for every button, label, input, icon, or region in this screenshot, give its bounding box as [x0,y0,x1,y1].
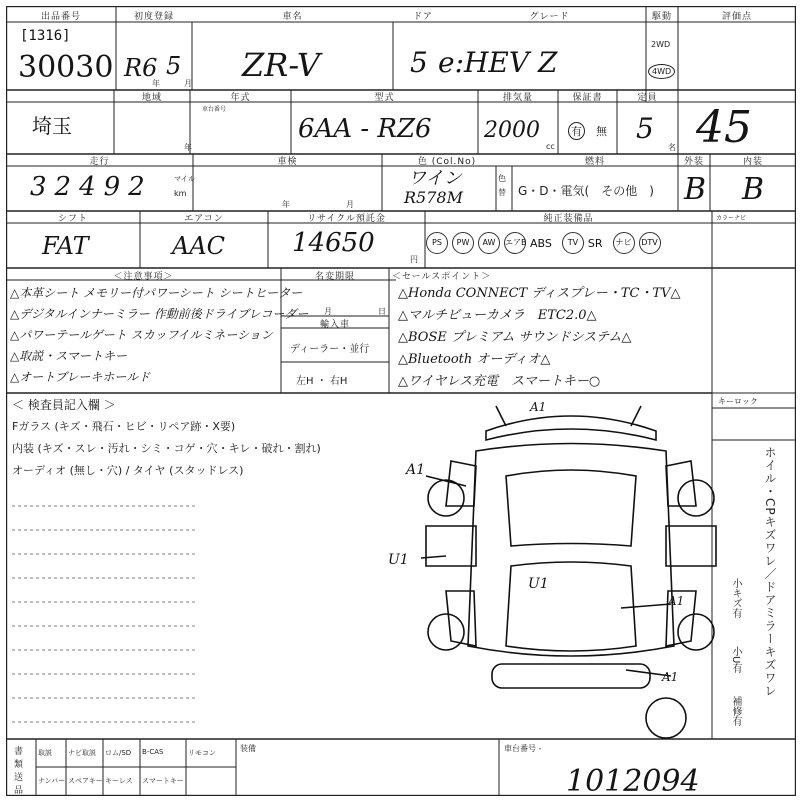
warranty-label: 保証書 [572,93,603,103]
first-reg-era: R6 [124,54,158,82]
equipment-extra: カラーナビ [716,215,747,222]
footer-cell: リモコン [188,749,216,757]
capacity-label: 定員 [637,93,658,103]
inspector-line: Fガラス (キズ・飛石・ヒビ・リペア跡・X要) [12,420,236,433]
score-value: 45 [696,102,752,153]
cc-unit: cc [546,142,555,151]
equipment-item: DTV [639,232,661,254]
title-deadline-label: 名変期限 [314,272,355,282]
footer-docs-label [14,746,28,798]
legend-small-dent: 小U有 [730,646,741,674]
car-name-label: 車名 [282,12,303,22]
equipment-list [426,232,796,254]
left-right-hand: 左H ・ 右H [296,376,348,387]
drive-label: 駆動 [651,12,672,22]
footer-cell: ナビ取説 [68,749,96,757]
sales-point-line: △BOSE プレミアム サウンドシステム△ [398,330,632,345]
mileage-value: 32492 [30,172,153,202]
model-code-label: 型式 [374,93,395,103]
key-lock-label: キーロック [718,397,758,406]
sales-point-line: △Honda CONNECT ディスプレー・TC・TV△ [398,286,681,301]
footer-eq-label: 装備 [240,744,256,753]
dealer-parallel: ディーラー・並行 [290,344,370,355]
sales-points-header: ＜セールスポイント＞ [392,272,492,282]
sales-point-line: △Bluetooth オーディオ△ [398,352,551,367]
mileage-label: 走行 [89,157,110,167]
diagram-mark-5: A1 [668,594,685,608]
equipment-item: TV [562,232,584,254]
warranty-no: 無 [596,125,607,138]
docs-text: 書類 [14,747,24,770]
km-unit: km [174,189,187,198]
vin-note-label: 車台番号 [202,106,227,113]
warranty-yes: 有 [568,122,585,140]
auction-sheet [6,6,796,799]
color-label: 色 (Col.No) [417,157,477,167]
color-name: ワイン [408,168,462,189]
inspection-year-unit: 年 [282,200,290,209]
interior-grade: B [742,172,765,207]
grade-label: グレード [529,12,570,22]
car-name: ZR-V [242,46,320,84]
equipment-item: エアB [504,232,526,254]
score-label: 評価点 [721,12,752,22]
aircon-value: AAC [172,232,226,260]
person-unit: 名 [668,143,676,152]
equipment-item: SR [587,236,603,250]
import-car-label: 輸入車 [319,320,350,330]
note-line: △パワーテールゲート スカッフイルミネーション [10,328,273,342]
lot-number: 30030 [18,50,114,85]
inspection-label: 車検 [277,157,298,167]
shift-value: FAT [42,232,89,260]
region-header: 地域 [141,93,162,103]
fuel-label: 燃料 [584,157,605,167]
sales-point-line: △ワイヤレス充電 スマートキー○ [398,374,601,389]
lot-code: [1316] [20,28,71,44]
doors-value: 5 [410,46,428,79]
diagram-mark-3: U1 [388,552,409,568]
footer-cell: 取説 [38,749,52,757]
car-diagram [421,406,716,738]
footer-cell: ナンバー [38,777,66,785]
first-reg-month: 5 [166,52,182,80]
chassis-number: 1012094 [566,764,700,799]
equipment-item: PW [452,232,474,254]
legend-small-scratch: 小キズ有 [730,578,741,618]
fuel-value: G・D・電気( その他 ) [518,184,654,198]
note-line: △本革シート メモリー付パワーシート シートヒーター [10,286,303,300]
legend-repaired: 補修有 [730,696,741,726]
footer-cell: スペアキー [68,777,103,785]
region-value: 埼玉 [32,114,72,138]
color-code: R578M [404,188,463,207]
shift-label: シフト [57,214,88,224]
inspector-header: ＜ 検査員記入欄 ＞ [12,398,116,412]
diagram-mark-1: A1 [530,400,547,414]
footer-cell: ロム/SD [105,749,132,757]
capacity-value: 5 [636,112,654,145]
doors-label: ドア [413,12,433,22]
footer-cell: スマートキー [142,777,184,785]
note-line: △デジタルインナーミラー 作動前後ドライブレコーダー [10,307,309,321]
yen-unit: 円 [410,255,418,264]
diagram-mark-4: U1 [528,576,549,592]
notes-header: ＜注意事項＞ [113,272,174,282]
equipment-item: ナビ [613,232,635,254]
equipment-item: AW [478,232,500,254]
inspection-month-unit: 月 [346,200,354,209]
sales-point-line: △マルチビューカメラ ETC2.0△ [398,308,597,323]
diagram-mark-6: A1 [662,670,679,684]
recycle-label: リサイクル預託金 [307,214,386,224]
inspector-line: オーディオ (無し・穴) / タイヤ (スタッドレス) [12,464,244,477]
docs2-text: 送品 [14,773,24,796]
year-unit: 年 [152,79,160,88]
exterior-label: 外装 [683,157,704,167]
displacement-label: 排気量 [502,93,533,103]
month-unit: 月 [184,79,192,88]
drive-2wd: 2WD [651,40,671,49]
recycle-value: 14650 [292,228,375,258]
color-change-label: 色替 [498,174,506,197]
equipment-label: 純正装備品 [543,214,594,224]
exterior-grade: B [684,172,707,207]
chassis-number-label: 車台番号 - [504,744,542,753]
interior-label: 内装 [742,157,763,167]
diagram-mark-2: A1 [406,462,426,478]
note-line: △オートブレーキホールド [10,370,151,384]
footer-cell: B-CAS [142,748,164,756]
vertical-legend: ホイル・CPキズワレ／ドアミラーキズワレ [763,446,777,698]
equipment-item: PS [426,232,448,254]
displacement-value: 2000 [484,118,540,143]
model-year-unit: 年 [184,143,192,152]
first-reg-label: 初度登録 [133,12,174,22]
grade-value: e:HEV Z [438,46,558,79]
deadline-month: 月 [324,307,332,316]
inspector-line: 内装 (キズ・スレ・汚れ・シミ・コゲ・穴・キレ・破れ・割れ) [12,442,321,455]
deadline-day: 日 [378,307,386,316]
model-year-label: 年式 [230,93,251,103]
drive-4wd: 4WD [648,64,675,79]
miles-unit: マイル [174,175,195,183]
note-line: △取説・スマートキー [10,349,127,363]
footer-cell: キーレス [105,777,133,785]
lot-number-label: 出品番号 [40,12,81,22]
model-code: 6AA - RZ6 [298,114,432,144]
aircon-label: エアコン [184,214,224,224]
equipment-item: ABS [530,236,552,250]
